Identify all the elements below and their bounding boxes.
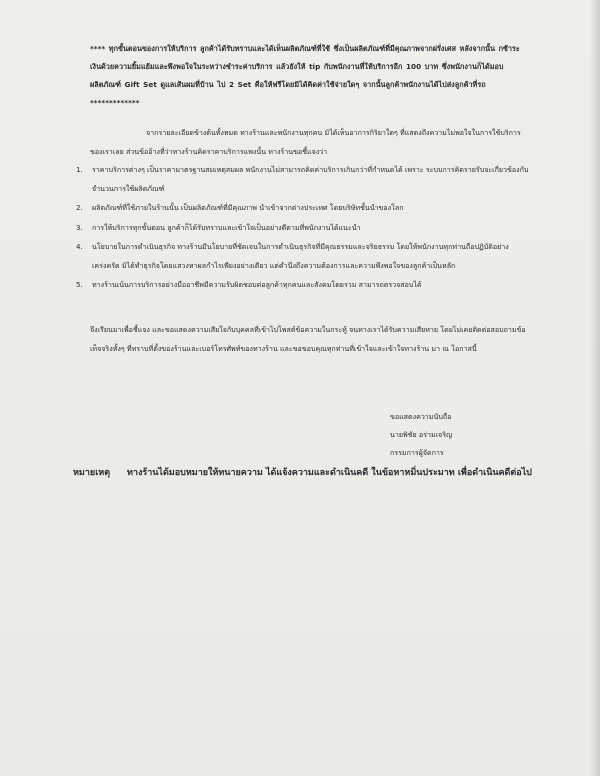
list-item-number: 1. xyxy=(76,165,83,174)
list-item-number: 2. xyxy=(76,203,83,212)
list-item-number: 3. xyxy=(76,222,83,232)
list-item-text: ผลิตภัณฑ์ที่ใช้ภายในร้านนั้น เป็นผลิตภัณฑ์ที่มีคุณภาพ นำเข้าจากต่างประเทศ โดยบริษัทชั้นนำของโลก xyxy=(92,203,404,212)
list-item xyxy=(76,199,531,218)
scan-edge-shadow xyxy=(590,0,600,776)
remark-section xyxy=(73,463,533,483)
remark-label: หมายเหตุ xyxy=(73,468,111,478)
list-item-text: ราคาบริการต่างๆ เป็นราคามาตรฐานสมเหตุสมผล พนักงานไม่สามารถคิดค่าบริการเกินกว่าที่กำหนดได้ เพราะ ระบบการคิดรายรับจะเกี่ยวข้องกับจำนวนการใช้ผลิตภัณฑ์ xyxy=(92,165,529,193)
signature-block xyxy=(390,408,530,462)
signature-closing: ขอแสดงความนับถือ xyxy=(390,412,452,421)
remark-text: ทางร้านได้มอบหมายให้ทนายความ ได้แจ้งความและดำเนินคดี ในข้อหาหมิ่นประมาท เพื่อดำเนินคดีต่อไป xyxy=(127,468,532,478)
list-item xyxy=(76,161,531,198)
list-item-number: 5. xyxy=(76,280,83,289)
list-item-text: นโยบายในการดำเนินธุรกิจ ทางร้านมีนโยบายที่ชัดเจนในการดำเนินธุรกิจที่มีคุณธรรมและจริยธรรม โดยให้พนักงานทุกท่านถือปฏิบัติอย่างเคร่งครัด มิได้ทำธุรกิจโดยแสวงหาผลกำไรเพียงอย่างเดียว แต่คำนึงถึงความต้องการและความพึงพอใจของลูกค้าเป็นหลัก xyxy=(92,242,509,270)
numbered-points-list xyxy=(76,161,531,296)
explanation-paragraph: จากรายละเอียดข้างต้นทั้งหมด ทางร้านและพนักงานทุกคน มิได้เห็นอาการกิริยาใดๆ ที่แสดงถึงความไม่พอใจในการใช้บริการของเราเลย ส่วนข้ออ้างที่ว่าทางร้านคิดราคาบริการแพงนั้น ทางร้านขอชี้แจงว่า xyxy=(90,128,521,156)
list-item-text: ทางร้านเน้นการบริการอย่างมืออาชีพมีความรับผิดชอบต่อลูกค้าทุกคนและสังคมโดยรวม สามารถตรวจสอบได้ xyxy=(92,280,422,289)
signatory-title: กรรมการผู้จัดการ xyxy=(390,448,444,457)
signatory-name: นายพิชัย อร่ามเจริญ xyxy=(390,430,453,439)
closing-paragraph: จึงเรียนมาเพื่อชี้แจง และขอแสดงความเสียใจกับบุคคลที่เข้าไปโพสต์ข้อความในกระทู้ จนทางเราได้รับความเสียหาย โดยไม่เคยติดต่อสอบถามข้อเท็จจริงทั้งๆ ที่ทราบที่ตั้งของร้านและเบอร์โทรศัพท์ของทางร้าน และขอขอบคุณทุกท่านที่เข้าใจและเข้าใจทางร้าน มา ณ โอกาสนี้ xyxy=(90,325,526,353)
list-item xyxy=(76,276,531,295)
list-item-text: การให้บริการทุกขั้นตอน ลูกค้าก็ได้รับทราบและเข้าใจเป็นอย่างดีตามที่พนักงานได้แนะนำ xyxy=(92,222,361,232)
list-item-number: 4. xyxy=(76,242,83,251)
list-item xyxy=(76,219,531,238)
intro-paragraph: **** ทุกขั้นตอนของการให้บริการ ลูกค้าได้รับทราบและได้เห็นผลิตภัณฑ์ที่ใช้ ซึ่งเป็นผลิตภัณฑ์ที่มีคุณภาพจากฝรั่งเศส หลังจากนั้น กซ้าระเงินด้วยความยิ้มแย้มและพึงพอใจในระหว่างชำระค่าบริการ แล้วยังให้ tip กับพนักงานที่ให้บริการอีก 100 บาท ซึ่งพนักงานก็ได้มอบผลิตภัณฑ์ Gift Set ดูแลเส้นผมที่บ้าน ไป 2 Set คือให้ฟรีโดยมิได้คิดค่าใช้จ่ายใดๆ จากนั้นลูกค้าพนักงานได้ไปส่งลูกค้าที่รถ ************* xyxy=(90,44,520,107)
list-item xyxy=(76,238,531,275)
